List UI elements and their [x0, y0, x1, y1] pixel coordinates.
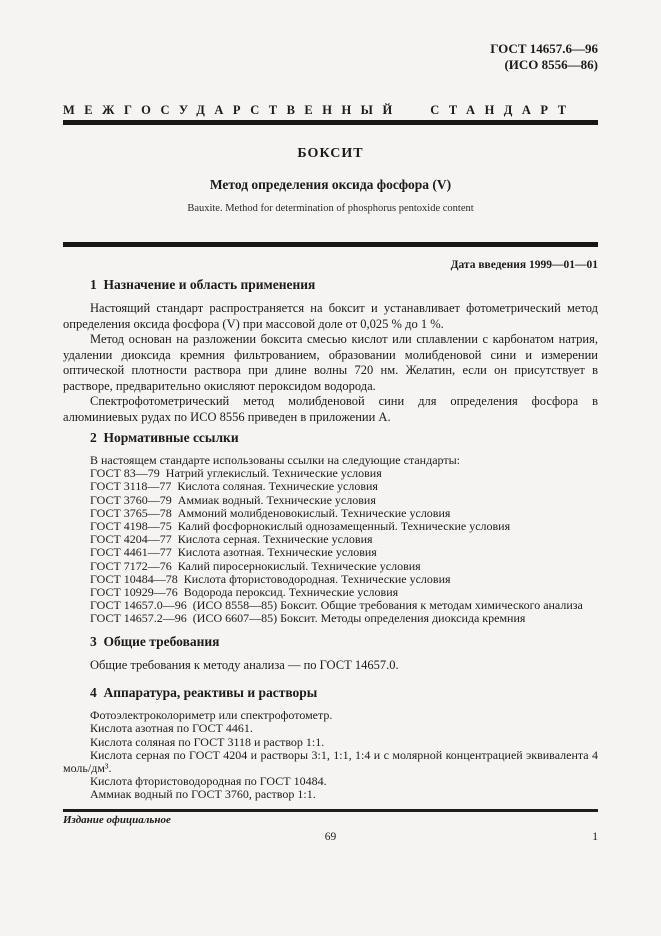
iso-number: (ИСО 8556—86)	[504, 56, 598, 72]
title-rule	[63, 242, 598, 247]
reference-item: ГОСТ 10484—78 Кислота фтористоводородная. Технические условия	[90, 571, 451, 586]
page-number-center: 69	[324, 831, 337, 843]
apparatus-item: Кислота азотная по ГОСТ 4461.	[90, 721, 253, 736]
section-3-heading: 3 Общие требования	[90, 633, 220, 649]
reference-item: ГОСТ 14657.0—96 (ИСО 8558—85) Боксит. Общие требования к методам химического анализа	[90, 598, 583, 613]
doc-number-block	[63, 41, 598, 72]
reference-item: ГОСТ 3760—79 Аммиак водный. Технические условия	[90, 492, 376, 507]
apparatus-item: Кислота фтористоводородная по ГОСТ 10484.	[90, 774, 327, 789]
doc-subtitle: Метод определения оксида фосфора (V)	[209, 177, 452, 192]
apparatus-item: Фотоэлектроколориметр или спектрофотометр.	[90, 708, 333, 723]
paragraph: Метод основан на разложении боксита смесью кислот или сплавлении с карбонатом натрия, удалении диоксида кремния фильтрованием, образовании молибденовой сини и измерении оптической плотности раствора при длине волны 720 нм. Желатин, если он присутствует в растворе, предварительно окисляют пероксидом водорода.	[63, 332, 598, 393]
apparatus-item: Аммиак водный по ГОСТ 3760, раствор 1:1.	[90, 787, 316, 802]
edition-note: Издание официальное	[63, 814, 171, 826]
document-body	[63, 277, 601, 802]
section-1-heading: 1 Назначение и область применения	[90, 277, 316, 292]
section-4-heading: 4 Аппаратура, реактивы и растворы	[90, 685, 318, 701]
apparatus-item: Кислота соляная по ГОСТ 3118 и раствор 1:1.	[90, 734, 325, 749]
references-intro: В настоящем стандарте использованы ссылки на следующие стандарты:	[90, 453, 461, 467]
paragraph: Общие требования к методу анализа — по ГОСТ 14657.0.	[90, 657, 399, 672]
page-number-right: 1	[592, 831, 598, 843]
paragraph: Настоящий стандарт распространяется на боксит и устанавливает фотометрический метод определения оксида фосфора (V) при массовой доле от 0,025 % до 1 %.	[63, 301, 598, 331]
apparatus-item: Кислота серная по ГОСТ 4204 и растворы 3:1, 1:1, 1:4 и с молярной концентрацией эквивалента 4 моль/дм³.	[63, 747, 601, 775]
reference-item: ГОСТ 7172—76 Калий пиросернокислый. Технические условия	[90, 558, 421, 573]
reference-item: ГОСТ 4204—77 Кислота серная. Технические условия	[90, 532, 373, 547]
effective-date: Дата введения 1999—01—01	[450, 259, 598, 271]
footer-rule	[63, 809, 598, 812]
header-rule	[63, 120, 598, 125]
doc-title: БОКСИТ	[297, 146, 364, 161]
reference-item: ГОСТ 14657.2—96 (ИСО 6607—85) Боксит. Методы определения диоксида кремния	[90, 611, 526, 626]
reference-item: ГОСТ 3765—78 Аммоний молибденовокислый. Технические условия	[90, 505, 451, 520]
doc-subtitle-english: Bauxite. Method for determination of phosphorus pentoxide content	[187, 203, 474, 214]
doc-number: ГОСТ 14657.6—96	[490, 41, 598, 56]
paragraph: Спектрофотометрический метод молибденовой сини для определения фосфора в алюминиевых рудах по ИСО 8556 приведен в приложении А.	[63, 394, 598, 424]
reference-item: ГОСТ 4198—75 Калий фосфорнокислый однозамещенный. Технические условия	[90, 519, 511, 534]
standard-type-banner: МЕЖГОСУДАРСТВЕННЫЙ СТАНДАРТ	[63, 103, 576, 117]
section-2-heading: 2 Нормативные ссылки	[90, 430, 239, 445]
reference-item: ГОСТ 10929—76 Водорода пероксид. Технические условия	[90, 585, 399, 600]
reference-item: ГОСТ 83—79 Натрий углекислый. Технические условия	[90, 466, 382, 481]
reference-item: ГОСТ 4461—77 Кислота азотная. Технические условия	[90, 545, 377, 560]
reference-item: ГОСТ 3118—77 Кислота соляная. Технические условия	[90, 479, 378, 494]
